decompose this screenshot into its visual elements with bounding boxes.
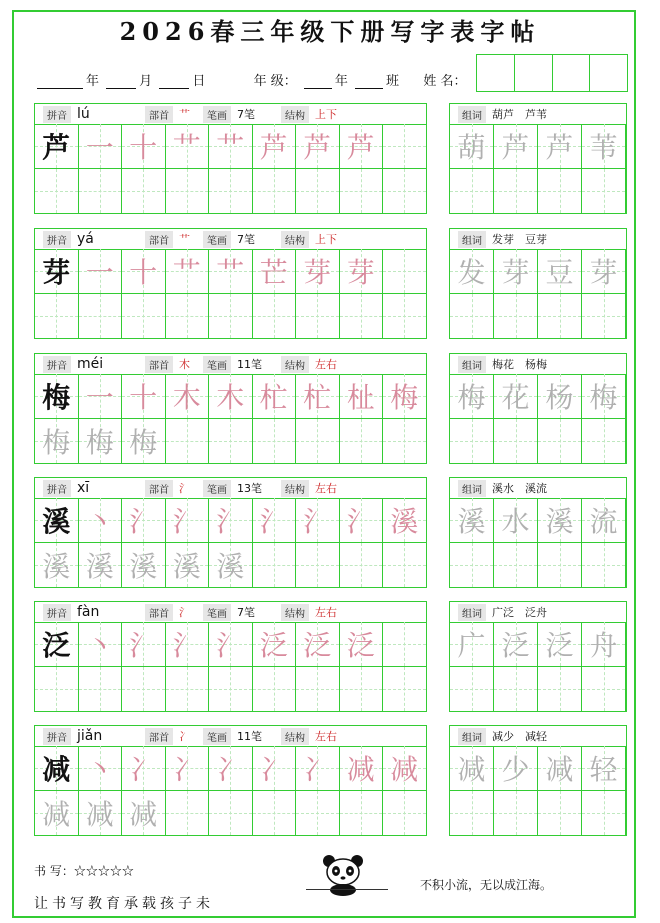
stroke-step[interactable]: 泛 xyxy=(253,622,297,667)
word-character[interactable]: 豆 xyxy=(538,249,582,294)
pinyin-value: xī xyxy=(77,480,90,496)
radical-tag: 部首 xyxy=(145,231,173,248)
stroke-step[interactable]: 芦 xyxy=(253,124,297,169)
blank-cell[interactable] xyxy=(450,667,494,712)
pinyin-tag: 拼音 xyxy=(43,604,71,621)
words-tag: 组词 xyxy=(458,356,486,373)
blank-cell[interactable] xyxy=(296,543,340,588)
year-blank[interactable] xyxy=(37,76,83,89)
practice-block-1 xyxy=(34,228,427,339)
month-blank[interactable] xyxy=(106,76,136,89)
stroke-step[interactable]: 十 xyxy=(122,374,166,419)
stroke-step[interactable]: 杧 xyxy=(253,374,297,419)
stroke-step[interactable]: 艹 xyxy=(209,249,253,294)
info-row xyxy=(34,70,466,89)
words-value: 减少 减轻 xyxy=(492,730,547,743)
main-character[interactable]: 芽 xyxy=(35,249,79,294)
stroke-step[interactable]: 泛 xyxy=(296,622,340,667)
words-block-0 xyxy=(449,103,627,214)
word-character[interactable]: 广 xyxy=(450,622,494,667)
stroke-step[interactable]: 氵 xyxy=(122,498,166,543)
words-value: 溪水 溪流 xyxy=(492,482,547,495)
stroke-step[interactable]: 冫 xyxy=(253,746,297,791)
blank-cell[interactable] xyxy=(383,791,427,836)
name-label: 姓 名： xyxy=(423,74,467,89)
blank-cell[interactable] xyxy=(538,419,582,464)
stroke-step[interactable]: 减 xyxy=(340,746,384,791)
stroke-step[interactable]: 冫 xyxy=(296,746,340,791)
blank-cell[interactable] xyxy=(166,667,210,712)
blank-cell[interactable] xyxy=(582,419,626,464)
words-tag: 组词 xyxy=(458,231,486,248)
radical-tag: 部首 xyxy=(145,356,173,373)
structure-value: 上下 xyxy=(315,108,337,121)
blank-cell[interactable] xyxy=(383,249,427,294)
blank-cell[interactable] xyxy=(383,419,427,464)
stroke-step[interactable]: 艹 xyxy=(209,124,253,169)
words-value: 梅花 杨梅 xyxy=(492,358,547,371)
stroke-step[interactable]: 芦 xyxy=(296,124,340,169)
blank-cell[interactable] xyxy=(538,294,582,339)
blank-cell[interactable] xyxy=(296,294,340,339)
stroke-step[interactable]: 冫 xyxy=(122,746,166,791)
stroke-step[interactable]: 木 xyxy=(166,374,210,419)
blank-cell[interactable] xyxy=(296,667,340,712)
word-character[interactable]: 杨 xyxy=(538,374,582,419)
trace-character[interactable]: 溪 xyxy=(166,543,210,588)
words-header xyxy=(450,354,626,375)
blank-cell[interactable] xyxy=(79,169,123,214)
practice-header xyxy=(35,478,426,499)
blank-cell[interactable] xyxy=(383,169,427,214)
words-header xyxy=(450,229,626,250)
stroke-step[interactable]: 丶 xyxy=(79,498,123,543)
blank-cell[interactable] xyxy=(166,169,210,214)
structure-tag: 结构 xyxy=(281,356,309,373)
stroke-step[interactable]: 氵 xyxy=(253,498,297,543)
strokes-tag: 笔画 xyxy=(203,604,231,621)
blank-cell[interactable] xyxy=(35,667,79,712)
practice-block-5 xyxy=(34,725,427,836)
name-boxes[interactable] xyxy=(476,54,628,92)
blank-cell[interactable] xyxy=(296,169,340,214)
word-character[interactable]: 梅 xyxy=(450,374,494,419)
stroke-step[interactable]: 氵 xyxy=(340,498,384,543)
stroke-step[interactable]: 氵 xyxy=(209,498,253,543)
day-blank[interactable] xyxy=(159,76,189,89)
blank-cell[interactable] xyxy=(582,543,626,588)
word-character[interactable]: 泛 xyxy=(538,622,582,667)
strokes-tag: 笔画 xyxy=(203,106,231,123)
practice-header xyxy=(35,726,426,747)
blank-cell[interactable] xyxy=(340,791,384,836)
blank-cell[interactable] xyxy=(383,294,427,339)
blank-cell[interactable] xyxy=(253,667,297,712)
practice-header xyxy=(35,104,426,125)
strokes-tag: 笔画 xyxy=(203,728,231,745)
blank-cell[interactable] xyxy=(79,294,123,339)
stroke-step[interactable]: 一 xyxy=(79,374,123,419)
stroke-step[interactable]: 芽 xyxy=(296,249,340,294)
grade-blank[interactable] xyxy=(304,76,332,89)
blank-cell[interactable] xyxy=(340,419,384,464)
stroke-step[interactable]: 溪 xyxy=(383,498,427,543)
pinyin-value: jiǎn xyxy=(77,728,103,744)
words-tag: 组词 xyxy=(458,604,486,621)
grade-label: 年 级： xyxy=(253,74,297,89)
word-character[interactable]: 葫 xyxy=(450,124,494,169)
stroke-step[interactable]: 减 xyxy=(383,746,427,791)
ground-line xyxy=(306,889,388,890)
blank-cell[interactable] xyxy=(253,294,297,339)
blank-cell[interactable] xyxy=(450,791,494,836)
blank-cell[interactable] xyxy=(383,124,427,169)
blank-cell[interactable] xyxy=(494,419,538,464)
words-header xyxy=(450,726,626,747)
stroke-step[interactable]: 氵 xyxy=(122,622,166,667)
blank-cell[interactable] xyxy=(122,294,166,339)
blank-cell[interactable] xyxy=(383,543,427,588)
trace-character[interactable]: 溪 xyxy=(35,543,79,588)
blank-cell[interactable] xyxy=(450,419,494,464)
stroke-step[interactable]: 泛 xyxy=(340,622,384,667)
main-character[interactable]: 芦 xyxy=(35,124,79,169)
word-character[interactable]: 流 xyxy=(582,498,626,543)
radical-value: 氵 xyxy=(179,482,190,495)
words-value: 发芽 豆芽 xyxy=(492,233,547,246)
blank-cell[interactable] xyxy=(494,667,538,712)
word-character[interactable]: 溪 xyxy=(450,498,494,543)
main-character[interactable]: 溪 xyxy=(35,498,79,543)
stroke-step[interactable]: 芦 xyxy=(340,124,384,169)
trace-character[interactable]: 梅 xyxy=(79,419,123,464)
blank-cell[interactable] xyxy=(253,791,297,836)
stroke-step[interactable]: 芒 xyxy=(253,249,297,294)
word-character[interactable]: 泛 xyxy=(494,622,538,667)
class-blank[interactable] xyxy=(355,76,383,89)
stroke-step[interactable]: 十 xyxy=(122,124,166,169)
stroke-step[interactable]: 氵 xyxy=(166,622,210,667)
words-block-3 xyxy=(449,477,627,588)
main-character[interactable]: 梅 xyxy=(35,374,79,419)
practice-header xyxy=(35,602,426,623)
class-label: 班 xyxy=(386,74,400,89)
blank-cell[interactable] xyxy=(450,169,494,214)
practice-block-4 xyxy=(34,601,427,712)
strokes-value: 11笔 xyxy=(237,730,262,743)
radical-value: 木 xyxy=(179,358,190,371)
word-character[interactable]: 芦 xyxy=(494,124,538,169)
blank-cell[interactable] xyxy=(209,419,253,464)
blank-cell[interactable] xyxy=(166,419,210,464)
grade-year-label: 年 xyxy=(334,74,348,89)
word-character[interactable]: 发 xyxy=(450,249,494,294)
structure-value: 上下 xyxy=(315,233,337,246)
blank-cell[interactable] xyxy=(209,791,253,836)
blank-cell[interactable] xyxy=(494,294,538,339)
strokes-value: 7笔 xyxy=(237,233,255,246)
radical-tag: 部首 xyxy=(145,106,173,123)
stroke-step[interactable]: 杫 xyxy=(340,374,384,419)
practice-header xyxy=(35,354,426,375)
word-character[interactable]: 溪 xyxy=(538,498,582,543)
blank-cell[interactable] xyxy=(582,169,626,214)
blank-cell[interactable] xyxy=(253,419,297,464)
word-character[interactable]: 花 xyxy=(494,374,538,419)
stroke-step[interactable]: 艹 xyxy=(166,124,210,169)
words-value: 葫芦 芦苇 xyxy=(492,108,547,121)
rating: 书 写：☆☆☆☆☆ xyxy=(34,864,134,878)
blank-cell[interactable] xyxy=(494,543,538,588)
words-header xyxy=(450,104,626,125)
stroke-step[interactable]: 十 xyxy=(122,249,166,294)
word-character[interactable]: 芽 xyxy=(582,249,626,294)
blank-cell[interactable] xyxy=(383,622,427,667)
trace-character[interactable]: 梅 xyxy=(122,419,166,464)
strokes-tag: 笔画 xyxy=(203,231,231,248)
word-character[interactable]: 水 xyxy=(494,498,538,543)
trace-character[interactable]: 溪 xyxy=(209,543,253,588)
stroke-step[interactable]: 氵 xyxy=(296,498,340,543)
blank-cell[interactable] xyxy=(35,294,79,339)
strokes-tag: 笔画 xyxy=(203,480,231,497)
pinyin-tag: 拼音 xyxy=(43,728,71,745)
blank-cell[interactable] xyxy=(296,791,340,836)
pinyin-value: yá xyxy=(77,231,94,247)
main-character[interactable]: 减 xyxy=(35,746,79,791)
blank-cell[interactable] xyxy=(538,169,582,214)
structure-value: 左右 xyxy=(315,358,337,371)
word-character[interactable]: 减 xyxy=(538,746,582,791)
blank-cell[interactable] xyxy=(494,791,538,836)
words-block-4 xyxy=(449,601,627,712)
practice-block-3 xyxy=(34,477,427,588)
month-label: 月 xyxy=(139,74,153,89)
blank-cell[interactable] xyxy=(209,294,253,339)
structure-tag: 结构 xyxy=(281,480,309,497)
stroke-step[interactable]: 艹 xyxy=(166,249,210,294)
trace-character[interactable]: 减 xyxy=(35,791,79,836)
stroke-step[interactable]: 氵 xyxy=(209,622,253,667)
trace-character[interactable]: 梅 xyxy=(35,419,79,464)
stroke-step[interactable]: 芽 xyxy=(340,249,384,294)
year-label: 年 xyxy=(86,74,100,89)
blank-cell[interactable] xyxy=(35,169,79,214)
word-character[interactable]: 苇 xyxy=(582,124,626,169)
slogan: 让书写教育承载孩子未 xyxy=(34,896,214,912)
trace-character[interactable]: 溪 xyxy=(122,543,166,588)
strokes-value: 13笔 xyxy=(237,482,262,495)
words-header xyxy=(450,478,626,499)
blank-cell[interactable] xyxy=(383,667,427,712)
blank-cell[interactable] xyxy=(340,667,384,712)
stroke-step[interactable]: 木 xyxy=(209,374,253,419)
stroke-step[interactable]: 氵 xyxy=(166,498,210,543)
blank-cell[interactable] xyxy=(450,294,494,339)
blank-cell[interactable] xyxy=(582,791,626,836)
structure-tag: 结构 xyxy=(281,231,309,248)
blank-cell[interactable] xyxy=(538,543,582,588)
blank-cell[interactable] xyxy=(538,791,582,836)
structure-tag: 结构 xyxy=(281,106,309,123)
blank-cell[interactable] xyxy=(209,169,253,214)
blank-cell[interactable] xyxy=(340,294,384,339)
radical-tag: 部首 xyxy=(145,728,173,745)
radical-tag: 部首 xyxy=(145,604,173,621)
motto: 不积小流，无以成江海。 xyxy=(420,878,553,892)
structure-tag: 结构 xyxy=(281,728,309,745)
blank-cell[interactable] xyxy=(122,169,166,214)
blank-cell[interactable] xyxy=(450,543,494,588)
word-character[interactable]: 轻 xyxy=(582,746,626,791)
words-tag: 组词 xyxy=(458,106,486,123)
words-tag: 组词 xyxy=(458,728,486,745)
practice-block-2 xyxy=(34,353,427,464)
structure-value: 左右 xyxy=(315,482,337,495)
word-character[interactable]: 减 xyxy=(450,746,494,791)
practice-header xyxy=(35,229,426,250)
blank-cell[interactable] xyxy=(582,294,626,339)
strokes-tag: 笔画 xyxy=(203,356,231,373)
blank-cell[interactable] xyxy=(253,543,297,588)
radical-value: 艹 xyxy=(179,108,190,121)
blank-cell[interactable] xyxy=(166,294,210,339)
stroke-step[interactable]: 丶 xyxy=(79,746,123,791)
stroke-step[interactable]: 杧 xyxy=(296,374,340,419)
page-title: 2026春三年级下册写字表字帖 xyxy=(119,17,541,46)
word-character[interactable]: 舟 xyxy=(582,622,626,667)
strokes-value: 7笔 xyxy=(237,108,255,121)
words-tag: 组词 xyxy=(458,480,486,497)
stroke-step[interactable]: 梅 xyxy=(383,374,427,419)
structure-tag: 结构 xyxy=(281,604,309,621)
stroke-step[interactable]: 冫 xyxy=(209,746,253,791)
blank-cell[interactable] xyxy=(538,667,582,712)
structure-value: 左右 xyxy=(315,730,337,743)
stroke-step[interactable]: 丶 xyxy=(79,622,123,667)
radical-value: 氵 xyxy=(179,606,190,619)
blank-cell[interactable] xyxy=(340,543,384,588)
stroke-step[interactable]: 一 xyxy=(79,124,123,169)
trace-character[interactable]: 减 xyxy=(79,791,123,836)
blank-cell[interactable] xyxy=(79,667,123,712)
blank-cell[interactable] xyxy=(209,667,253,712)
word-character[interactable]: 芦 xyxy=(538,124,582,169)
words-block-1 xyxy=(449,228,627,339)
blank-cell[interactable] xyxy=(296,419,340,464)
pinyin-tag: 拼音 xyxy=(43,480,71,497)
trace-character[interactable]: 减 xyxy=(122,791,166,836)
blank-cell[interactable] xyxy=(166,791,210,836)
pinyin-value: lú xyxy=(77,106,90,122)
strokes-value: 11笔 xyxy=(237,358,262,371)
pinyin-value: méi xyxy=(77,356,104,372)
words-block-2 xyxy=(449,353,627,464)
structure-value: 左右 xyxy=(315,606,337,619)
main-character[interactable]: 泛 xyxy=(35,622,79,667)
day-label: 日 xyxy=(192,74,206,89)
radical-value: 艹 xyxy=(179,233,190,246)
pinyin-tag: 拼音 xyxy=(43,231,71,248)
pinyin-tag: 拼音 xyxy=(43,356,71,373)
words-header xyxy=(450,602,626,623)
pinyin-value: fàn xyxy=(77,604,100,620)
blank-cell[interactable] xyxy=(340,169,384,214)
blank-cell[interactable] xyxy=(122,667,166,712)
blank-cell[interactable] xyxy=(253,169,297,214)
stroke-step[interactable]: 冫 xyxy=(166,746,210,791)
word-character[interactable]: 梅 xyxy=(582,374,626,419)
blank-cell[interactable] xyxy=(582,667,626,712)
practice-block-0 xyxy=(34,103,427,214)
words-value: 广泛 泛舟 xyxy=(492,606,547,619)
word-character[interactable]: 芽 xyxy=(494,249,538,294)
word-character[interactable]: 少 xyxy=(494,746,538,791)
pinyin-tag: 拼音 xyxy=(43,106,71,123)
blank-cell[interactable] xyxy=(494,169,538,214)
radical-tag: 部首 xyxy=(145,480,173,497)
trace-character[interactable]: 溪 xyxy=(79,543,123,588)
stroke-step[interactable]: 一 xyxy=(79,249,123,294)
strokes-value: 7笔 xyxy=(237,606,255,619)
radical-value: 冫 xyxy=(179,730,190,743)
words-block-5 xyxy=(449,725,627,836)
